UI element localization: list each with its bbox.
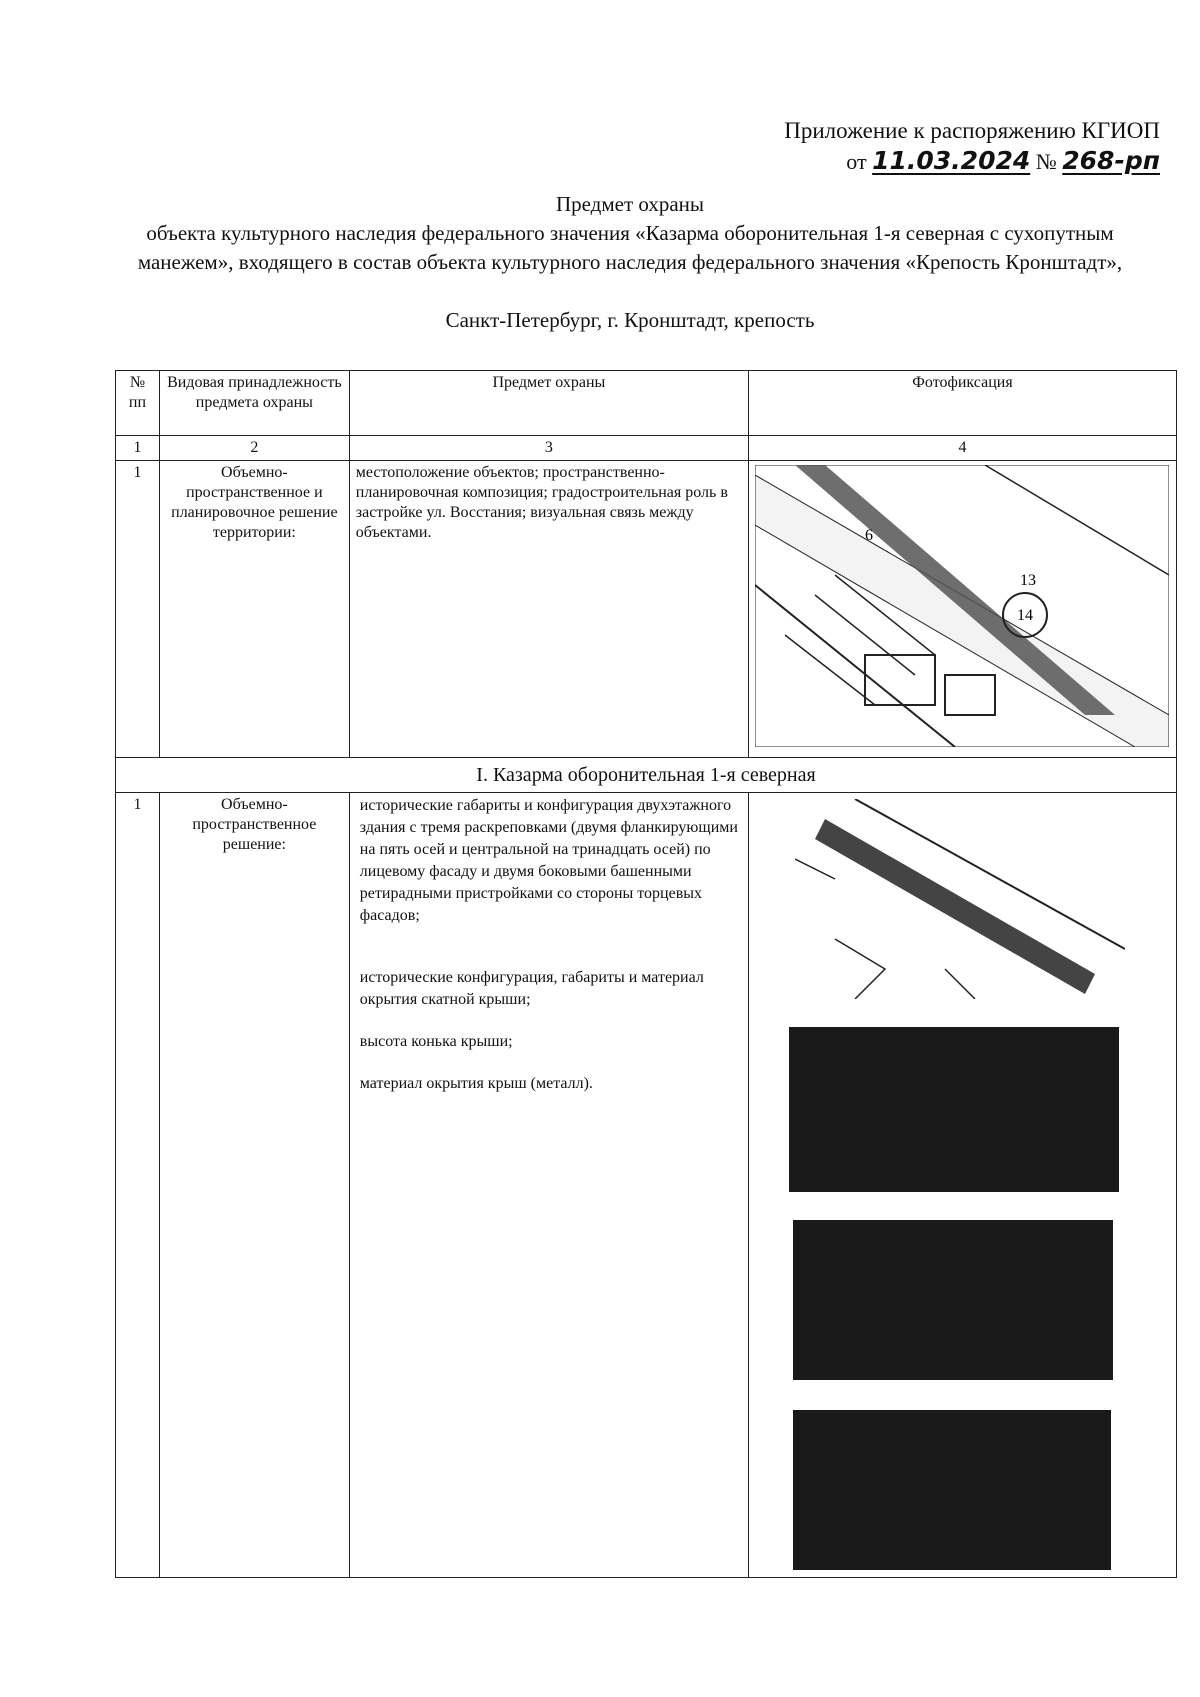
row2-subject-a: исторические габариты и конфигурация двухэтажного здания с тремя раскреповками (двумя фланкирующими на пять осей и центральной на тринадцать осей) по лицевому фасаду и двумя боковыми башенными ретирадными пристройками со стороны торцевых фасадов;: [359, 797, 738, 924]
row1-photo-cell: [748, 461, 1176, 758]
facade-photo-1: [789, 1027, 1119, 1192]
row1-subject: местоположение объектов; пространственно-планировочная композиция; градостроительная роль в застройке ул. Восстания; визуальная связь между объектами.: [349, 461, 748, 758]
header-subject: Предмет охраны: [349, 371, 748, 436]
table-header-row: [116, 371, 1177, 436]
appendix-title: Приложение к распоряжению КГИОП: [784, 118, 1160, 143]
row2-subject-cell: [349, 793, 748, 1578]
row1-num: 1: [116, 461, 160, 758]
from-prefix: от: [846, 149, 867, 174]
site-plan-map: [755, 465, 1169, 747]
row2-subject-b: исторические конфигурация, габариты и материал окрытия скатной крыши;: [359, 969, 704, 1008]
facade-photo-3: [793, 1410, 1111, 1570]
protection-table: [115, 370, 1177, 1578]
section-title: I. Казарма оборонительная 1-я северная: [116, 758, 1177, 793]
doc-address: Санкт-Петербург, г. Кронштадт, крепость: [445, 308, 815, 332]
table-row: [116, 793, 1177, 1578]
map-label-6: 6: [864, 527, 873, 544]
row2-subject-d: материал окрытия крыш (металл).: [359, 1075, 593, 1092]
column-number-row: [116, 436, 1177, 461]
header-photo: Фотофиксация: [748, 371, 1176, 436]
order-date: 11.03.2024: [872, 146, 1031, 175]
map-label-13: 13: [1019, 572, 1036, 589]
section-row: [116, 758, 1177, 793]
row1-type: Объемно-пространственное и планировочное решение территории:: [159, 461, 349, 758]
number-prefix: №: [1035, 149, 1057, 174]
row2-subject-c: высота конька крыши;: [359, 1033, 513, 1050]
doc-title: Предмет охраны: [555, 192, 705, 216]
facade-photo-2: [793, 1220, 1113, 1380]
map-label-14: 14: [1016, 607, 1033, 624]
building-plan-drawing: [795, 799, 1125, 999]
doc-subtitle: объекта культурного наследия федерального значения «Казарма оборонительная 1-я северная с сухопутным манежем», входящего в состав объекта культурного наследия федерального значения «Крепость Кронштадт»,: [137, 221, 1123, 274]
col-num-1: 1: [116, 436, 160, 461]
table-row: [116, 461, 1177, 758]
header-num: № пп: [116, 371, 160, 436]
row2-type: Объемно-пространственное решение:: [159, 793, 349, 1578]
col-num-4: 4: [748, 436, 1176, 461]
row2-photo-cell: [748, 793, 1176, 1578]
order-number: 268-рп: [1062, 146, 1160, 175]
row2-num: 1: [116, 793, 160, 1578]
header-type: Видовая принадлежность предмета охраны: [159, 371, 349, 436]
col-num-3: 3: [349, 436, 748, 461]
order-line: [700, 146, 1160, 175]
col-num-2: 2: [159, 436, 349, 461]
